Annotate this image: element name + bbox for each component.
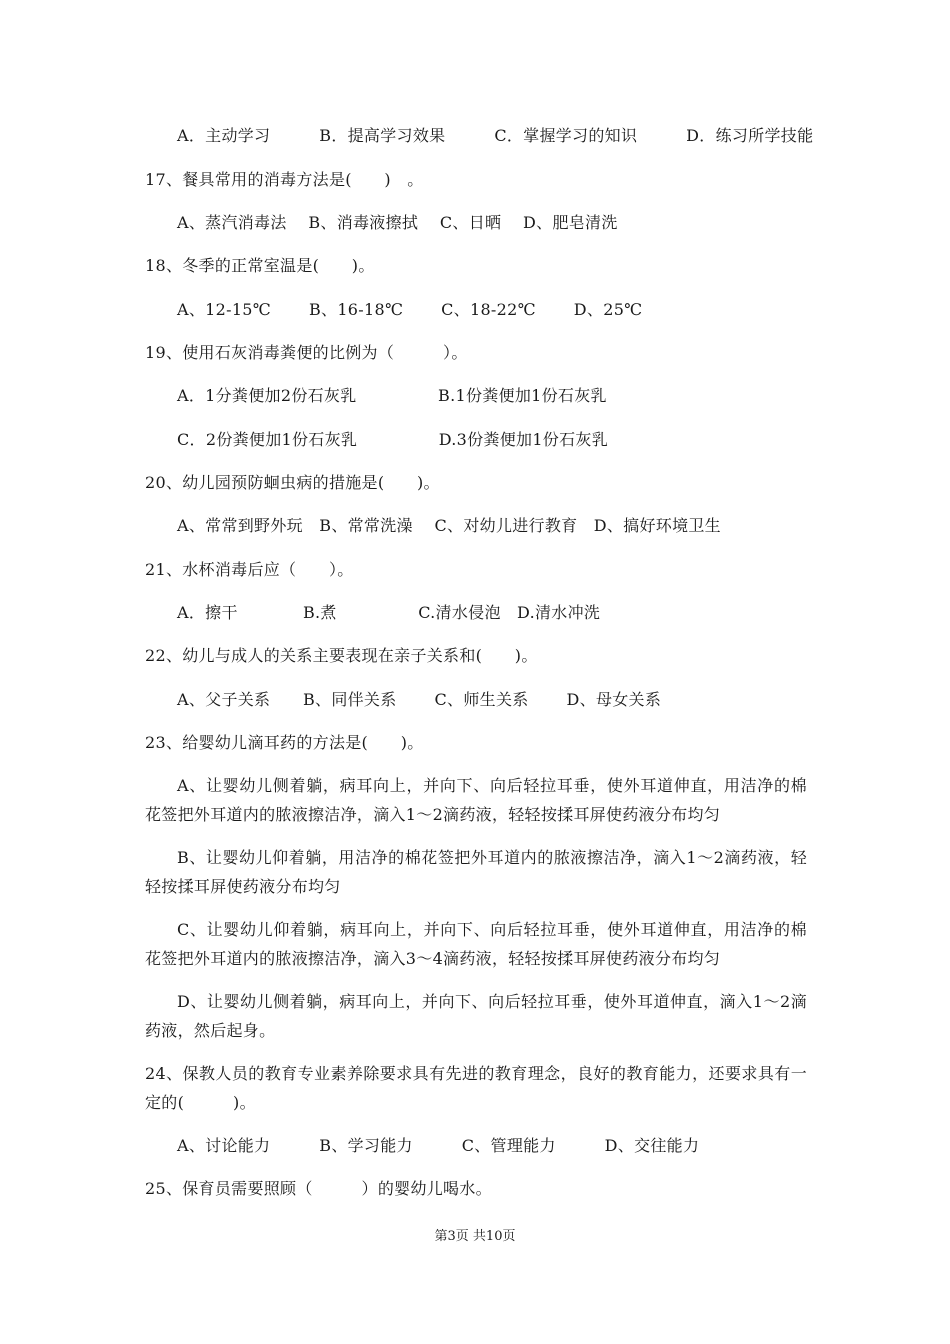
question-17: 17、餐具常用的消毒方法是( ) 。 (145, 170, 424, 189)
question-21: 21、水杯消毒后应（ ）。 (145, 560, 354, 579)
q23-option-b: B、让婴幼儿仰着躺，用洁净的棉花签把外耳道内的脓液擦洁净，滴入1～2滴药液，轻轻按揉耳屏使药液分布均匀 (145, 848, 807, 896)
q21-options: A．擦干 B.煮 C.清水侵泡 D.清水冲洗 (177, 603, 601, 622)
q16-options: A．主动学习 B．提高学习效果 C．掌握学习的知识 D．练习所学技能 (177, 126, 814, 145)
question-23: 23、给婴幼儿滴耳药的方法是( )。 (145, 733, 424, 752)
q23-option-d: D、让婴幼儿侧着躺，病耳向上，并向下、向后轻拉耳垂，使外耳道伸直，滴入1～2滴药液，然后起身。 (145, 992, 807, 1040)
question-19: 19、使用石灰消毒粪便的比例为（ ）。 (145, 343, 468, 362)
question-20: 20、幼儿园预防蛔虫病的措施是( )。 (145, 473, 440, 492)
q18-options: A、12-15℃ B、16-18℃ C、18-22℃ D、25℃ (177, 300, 643, 319)
q19-options-cd: C．2份粪便加1份石灰乳 D.3份粪便加1份石灰乳 (177, 430, 609, 449)
question-22: 22、幼儿与成人的关系主要表现在亲子关系和( )。 (145, 646, 538, 665)
question-24: 24、保教人员的教育专业素养除要求具有先进的教育理念，良好的教育能力，还要求具有一定的( )。 (145, 1064, 807, 1112)
q20-options: A、常常到野外玩 B、常常洗澡 C、对幼儿进行教育 D、搞好环境卫生 (177, 516, 721, 535)
q23-option-c: C、让婴幼儿仰着躺，病耳向上，并向下、向后轻拉耳垂，使外耳道伸直，用洁净的棉花签把外耳道内的脓液擦洁净，滴入3～4滴药液，轻轻按揉耳屏使药液分布均匀 (145, 920, 807, 968)
page-number: 第3页 共10页 (434, 1229, 516, 1244)
question-25: 25、保育员需要照顾（ ）的婴幼儿喝水。 (145, 1179, 492, 1198)
q22-options: A、父子关系 B、同伴关系 C、师生关系 D、母女关系 (177, 690, 662, 709)
q19-options-ab: A．1分粪便加2份石灰乳 B.1份粪便加1份石灰乳 (177, 386, 607, 405)
q24-options: A、讨论能力 B、学习能力 C、管理能力 D、交往能力 (177, 1136, 700, 1155)
q23-option-a: A、让婴幼儿侧着躺，病耳向上，并向下、向后轻拉耳垂，使外耳道伸直，用洁净的棉花签把外耳道内的脓液擦洁净，滴入1～2滴药液，轻轻按揉耳屏使药液分布均匀 (145, 776, 807, 824)
q17-options: A、蒸汽消毒法 B、消毒液擦拭 C、日晒 D、肥皂清洗 (177, 213, 618, 232)
question-18: 18、冬季的正常室温是( )。 (145, 256, 375, 275)
